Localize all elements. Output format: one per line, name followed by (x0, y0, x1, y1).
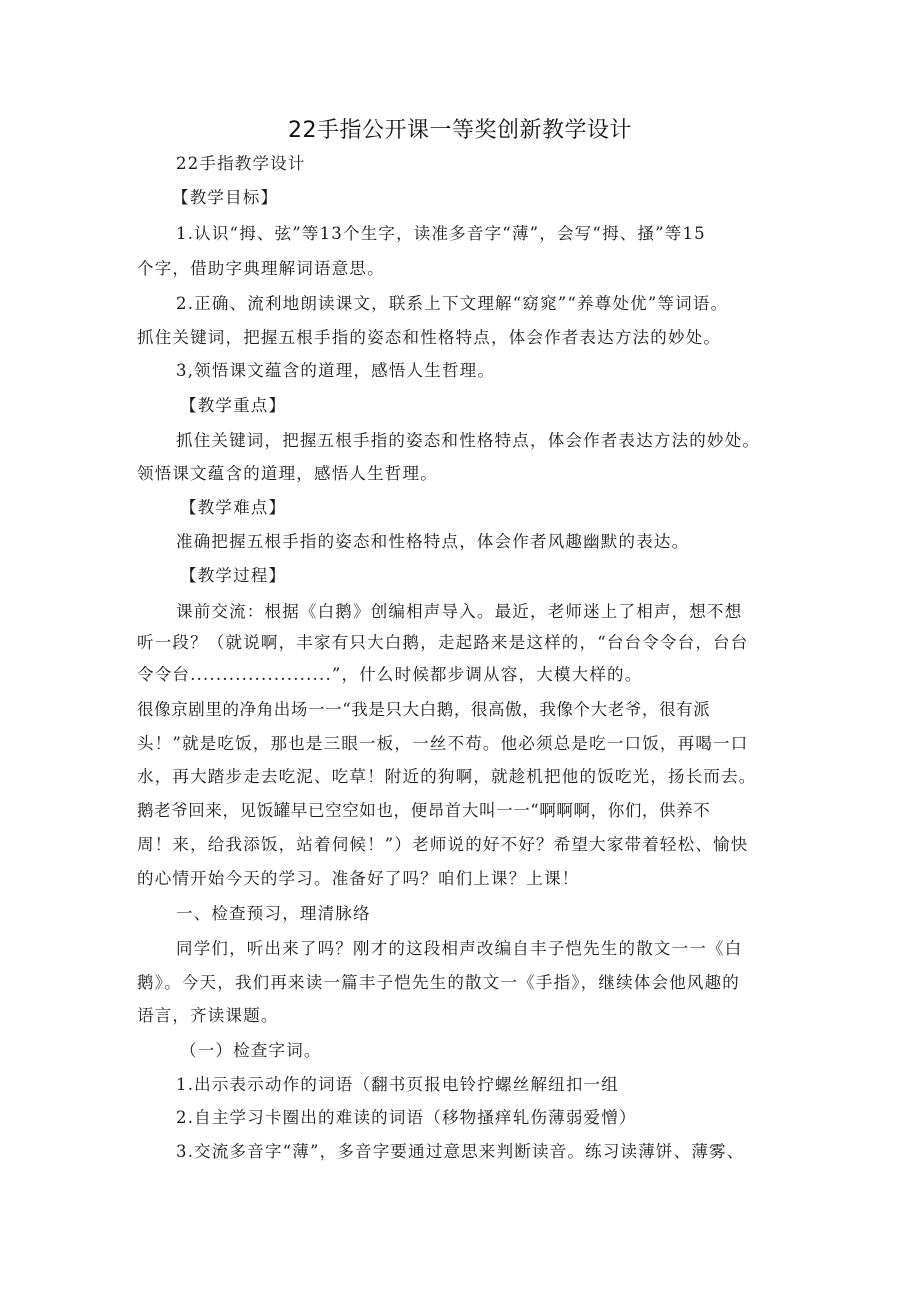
key-points-line-2: 领悟课文蕴含的道理，感悟人生哲理。 (137, 464, 438, 483)
difficulty-text: 准确把握五根手指的姿态和性格特点，体会作者风趣幽默的表达。 (176, 532, 690, 551)
intro-line-9: 的心情开始今天的学习。准备好了吗？咱们上课？上课！ (137, 869, 580, 888)
part-1-line-1: 同学们，听出来了吗？刚才的这段相声改编自丰子恺先生的散文一一《白 (176, 939, 743, 958)
objective-3: 3,领悟课文蕴含的道理，感悟人生哲理。 (176, 361, 496, 380)
intro-line-7: 鹅老爷回来，见饭罐早已空空如也，便昂首大叫一一“啊啊啊，你们，供养不 (137, 801, 711, 820)
part-1-heading: 一、检查预习，理清脉络 (176, 904, 371, 923)
intro-line-1: 课前交流：根据《白鹅》创编相声导入。最近，老师迷上了相声，想不想 (176, 602, 743, 621)
subtitle: 22手指教学设计 (176, 154, 306, 173)
intro-line-8: 周！来，给我添饭，站着伺候！”）老师说的好不好？希望大家带着轻松、愉快 (137, 835, 749, 854)
intro-line-5: 头！”就是吃饭，那也是三眼一板，一丝不苟。他必须总是吃一口饭，再喝一口 (137, 734, 749, 753)
document-title: 22手指公开课一等奖创新教学设计 (288, 118, 632, 143)
sub-1-heading: （一）检查字词。 (180, 1041, 322, 1060)
intro-line-3: 令令台......................”，什么时候都步调从容，大模大样的。 (137, 665, 643, 684)
objective-1-line-1: 1.认识“拇、弦”等13个生字，读准多音字“薄”，会写“拇、搔”等15 (176, 224, 706, 243)
step-2: 2.自主学习卡圈出的难读的词语（移物搔痒轧伤薄弱爱憎） (176, 1108, 637, 1127)
objective-1-line-2: 个字，借助字典理解词语意思。 (137, 259, 385, 278)
step-1: 1.出示表示动作的词语（翻书页报电铃拧螺丝解纽扣一组 (176, 1075, 619, 1094)
intro-line-4: 很像京剧里的净角出场一一“我是只大白鹅，很高傲，我像个大老爷，很有派 (137, 700, 711, 719)
key-points-heading: 【教学重点】 (180, 396, 287, 415)
difficulty-heading: 【教学难点】 (180, 498, 287, 517)
intro-line-6: 水，再大踏步走去吃泥、吃草！附近的狗啊，就趁机把他的饭吃光，扬长而去。 (137, 767, 757, 786)
key-points-line-1: 抓住关键词，把握五根手指的姿态和性格特点，体会作者表达方法的妙处。 (176, 431, 761, 450)
process-heading: 【教学过程】 (180, 566, 287, 585)
objective-2-line-2: 抓住关键词，把握五根手指的姿态和性格特点，体会作者表达方法的妙处。 (137, 328, 722, 347)
intro-line-2: 听一段？（就说啊，丰家有只大白鹅，走起路来是这样的，“台台令令台，台台 (137, 633, 749, 652)
objectives-heading: 【教学目标】 (172, 188, 279, 207)
step-3: 3.交流多音字“薄”，多音字要通过意思来判断读音。练习读薄饼、薄雾、 (176, 1142, 745, 1161)
objective-2-line-1: 2.正确、流利地朗读课文，联系上下文理解“窈窕”“养尊处优”等词语。 (176, 294, 729, 313)
part-1-line-2: 鹅》。今天，我们再来读一篇丰子恺先生的散文一《手指》，继续体会他风趣的 (137, 973, 740, 992)
part-1-line-3: 语言，齐读课题。 (137, 1006, 279, 1025)
